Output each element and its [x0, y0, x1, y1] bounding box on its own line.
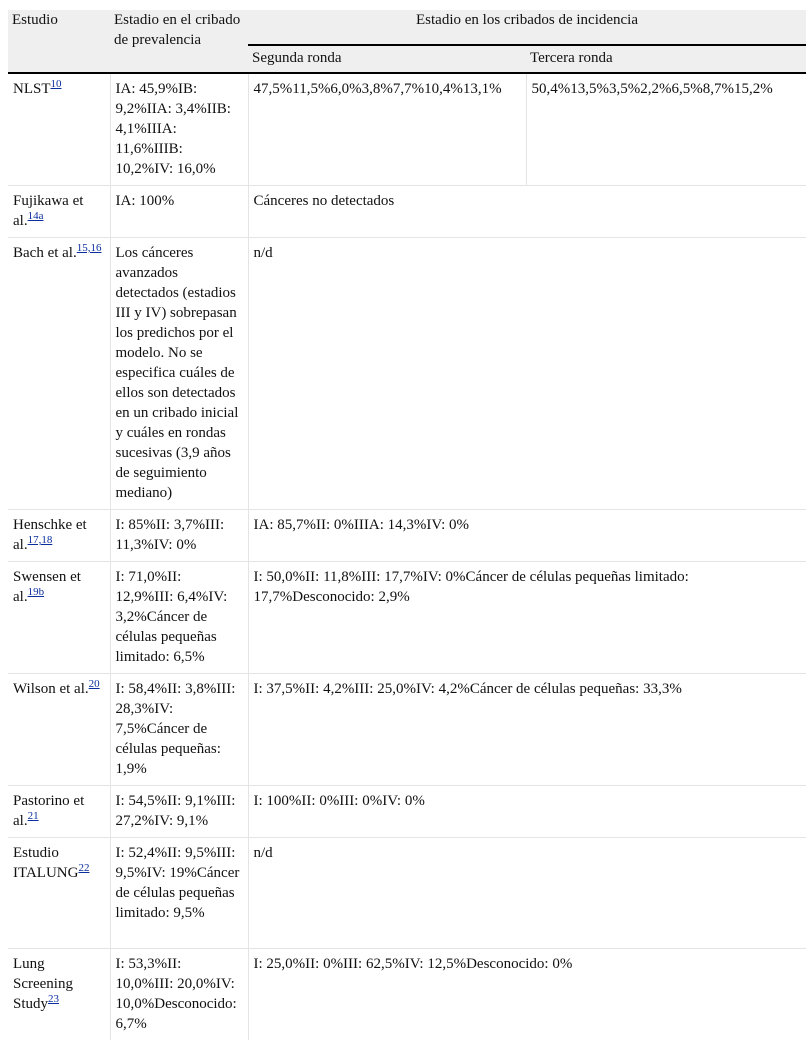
study-name: Fujikawa et al. — [13, 193, 84, 229]
reference-link[interactable]: 19b — [27, 586, 45, 598]
study-name: Henschke et al. — [13, 517, 87, 553]
reference-link[interactable]: 21 — [27, 810, 39, 822]
incidence-cell: I: 100%II: 0%III: 0%IV: 0% — [248, 786, 806, 838]
study-name: Estudio ITALUNG — [13, 845, 79, 881]
prevalence-cell: I: 58,4%II: 3,8%III: 28,3%IV: 7,5%Cáncer de células pequeñas: 1,9% — [110, 674, 248, 786]
study-name: Pastorino et al. — [13, 793, 85, 829]
prevalence-cell: IA: 45,9%IB: 9,2%IIA: 3,4%IIB: 4,1%IIIA: 11,6%IIIB: 10,2%IV: 16,0% — [110, 73, 248, 186]
header-third-round: Tercera ronda — [526, 45, 806, 73]
study-name: Bach et al. — [13, 245, 77, 261]
stage-table — [8, 10, 806, 1040]
prevalence-cell: I: 71,0%II: 12,9%III: 6,4%IV: 3,2%Cáncer de células pequeñas limitado: 6,5% — [110, 562, 248, 674]
table-row — [8, 786, 806, 838]
reference-link[interactable]: 15,16 — [76, 242, 102, 254]
incidence-cell: n/d — [248, 838, 806, 949]
incidence-cell: I: 25,0%II: 0%III: 62,5%IV: 12,5%Desconocido: 0% — [248, 949, 806, 1041]
table-row — [8, 238, 806, 510]
header-prevalence: Estadio en el cribado de prevalencia — [110, 10, 248, 73]
prevalence-cell: I: 54,5%II: 9,1%III: 27,2%IV: 9,1% — [110, 786, 248, 838]
reference-link[interactable]: 14a — [27, 210, 44, 222]
reference-link[interactable]: 23 — [48, 993, 60, 1005]
study-name: Swensen et al. — [13, 569, 81, 605]
table-row — [8, 186, 806, 238]
table-row — [8, 949, 806, 1041]
reference-link[interactable]: 20 — [88, 678, 100, 690]
study-name: Lung Screening Study — [13, 956, 73, 1012]
table-row — [8, 73, 806, 186]
header-second-round: Segunda ronda — [248, 45, 526, 73]
prevalence-cell: I: 53,3%II: 10,0%III: 20,0%IV: 10,0%Desconocido: 6,7% — [110, 949, 248, 1041]
prevalence-cell: I: 85%II: 3,7%III: 11,3%IV: 0% — [110, 510, 248, 562]
reference-link[interactable]: 10 — [50, 78, 62, 90]
incidence-cell: n/d — [248, 238, 806, 510]
reference-link[interactable]: 22 — [78, 862, 90, 874]
incidence-cell: I: 37,5%II: 4,2%III: 25,0%IV: 4,2%Cáncer de células pequeñas: 33,3% — [248, 674, 806, 786]
incidence-cell: Cánceres no detectados — [248, 186, 806, 238]
second-round-cell: 47,5%11,5%6,0%3,8%7,7%10,4%13,1% — [248, 73, 526, 186]
table-row — [8, 674, 806, 786]
table-row — [8, 562, 806, 674]
header-incidence-group: Estadio en los cribados de incidencia — [248, 10, 806, 45]
study-name: Wilson et al. — [13, 681, 89, 697]
table-row — [8, 838, 806, 949]
incidence-cell: I: 50,0%II: 11,8%III: 17,7%IV: 0%Cáncer de células pequeñas limitado: 17,7%Desconocido: 2,9% — [248, 562, 806, 674]
study-name: NLST — [13, 81, 51, 97]
prevalence-cell: IA: 100% — [110, 186, 248, 238]
third-round-cell: 50,4%13,5%3,5%2,2%6,5%8,7%15,2% — [526, 73, 806, 186]
table-row — [8, 510, 806, 562]
reference-link[interactable]: 17,18 — [27, 534, 53, 546]
prevalence-cell: I: 52,4%II: 9,5%III: 9,5%IV: 19%Cáncer de células pequeñas limitado: 9,5% — [110, 838, 248, 949]
incidence-cell: IA: 85,7%II: 0%IIIA: 14,3%IV: 0% — [248, 510, 806, 562]
prevalence-cell: Los cánceres avanzados detectados (estadios III y IV) sobrepasan los predichos por el modelo. No se especifica cuáles de ellos son detectados en un cribado inicial y cuáles en rondas sucesivas (3,9 años de seguimiento mediano) — [110, 238, 248, 510]
header-study: Estudio — [8, 10, 110, 73]
